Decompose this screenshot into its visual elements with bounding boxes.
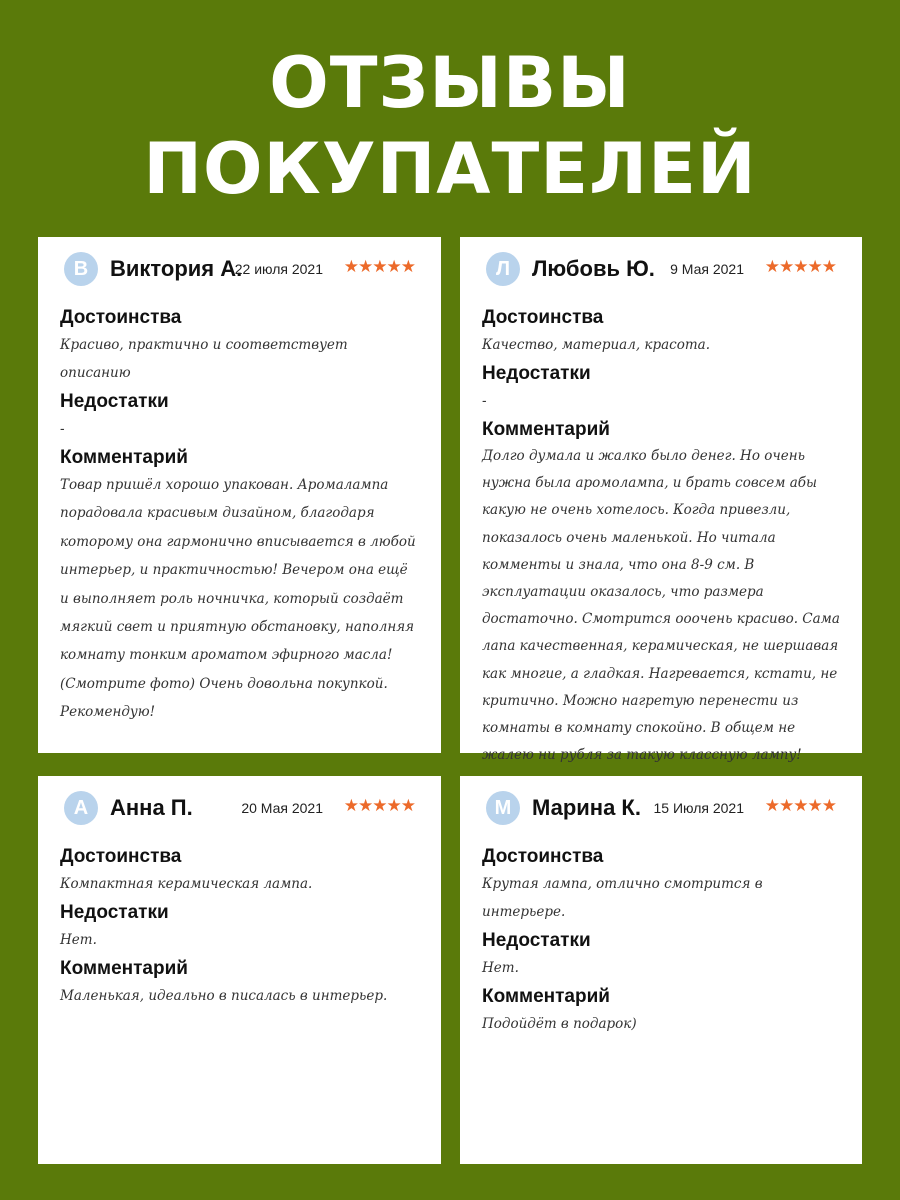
avatar: Л [486, 252, 520, 286]
avatar: А [64, 791, 98, 825]
review-date: 20 Мая 2021 [241, 800, 323, 816]
review-card [38, 776, 441, 1164]
cons-label: Недостатки [482, 930, 591, 951]
review-header [482, 776, 840, 842]
review-header [60, 237, 419, 303]
pros-text: Красиво, практично и соответствует описанию [60, 337, 348, 381]
cons-label: Недостатки [60, 391, 169, 412]
review-header [482, 237, 840, 303]
cons-label: Недостатки [482, 363, 591, 384]
heading-line-2: ПОКУПАТЕЛЕЙ [143, 128, 757, 210]
pros-label: Достоинства [482, 307, 604, 328]
star-rating-icon: ★★★★★ [343, 796, 415, 815]
comment-text: Подойдёт в подарок) [482, 1016, 637, 1032]
review-header [60, 776, 419, 842]
comment-label: Комментарий [482, 419, 610, 440]
comment-text: Маленькая, идеально в писалась в интерьер. [60, 988, 388, 1004]
comment-text: Товар пришёл хорошо упакован. Аромалампа порадовала красивым дизайном, благодаря которому она гармонично вписывается в любой интерьер, и практичностью! Вечером она ещё и выполняет роль ночничка, который создаёт мягкий свет и приятную обстановку, наполняя комнату тонким ароматом эфирного масла! (Смотрите фото) Очень довольна покупкой. Рекомендую! [60, 477, 416, 721]
cons-text: Нет. [482, 960, 519, 976]
review-card [460, 237, 862, 764]
cons-text: Нет. [60, 932, 97, 948]
comment-label: Комментарий [60, 958, 188, 979]
reviewer-name: Марина К. [532, 795, 641, 820]
cons-text: - [60, 421, 65, 437]
pros-text: Крутая лампа, отлично смотрится в интерьере. [482, 876, 763, 920]
cons-label: Недостатки [60, 902, 169, 923]
reviewer-name: Любовь Ю. [532, 256, 655, 281]
pros-label: Достоинства [482, 846, 604, 867]
review-date: 15 Июля 2021 [653, 800, 744, 816]
pros-label: Достоинства [60, 307, 182, 328]
page-heading [0, 40, 900, 212]
pros-label: Достоинства [60, 846, 182, 867]
reviewer-name: Анна П. [110, 795, 193, 820]
review-card [460, 776, 862, 1164]
review-date: 9 Мая 2021 [670, 261, 744, 277]
heading-line-1: ОТЗЫВЫ [269, 42, 631, 124]
avatar: В [64, 252, 98, 286]
pros-text: Компактная керамическая лампа. [60, 876, 313, 892]
comment-label: Комментарий [60, 447, 188, 468]
cons-text: - [482, 393, 487, 409]
star-rating-icon: ★★★★★ [343, 257, 415, 276]
review-date: 22 июля 2021 [234, 261, 323, 277]
comment-label: Комментарий [482, 986, 610, 1007]
star-rating-icon: ★★★★★ [764, 796, 836, 815]
pros-text: Качество, материал, красота. [482, 337, 710, 353]
avatar: М [486, 791, 520, 825]
comment-text: Долго думала и жалко было денег. Но очень нужна была аромолампа, и брать совсем абы какую не очень хотелось. Когда привезли, показалось очень маленькой. Но читала комменты и знала, что она 8-9 см. В эксплуатации оказалось, что размера достаточно. Смотрится ооочень красиво. Сама лапа качественная, керамическая, не шершавая как многие, а гладкая. Нагревается, кстати, не критично. Можно нагретую перенести из комнаты в комнату спокойно. В общем не жалею ни рубля за такую классную лампу! [482, 448, 840, 764]
review-card [38, 237, 441, 753]
reviewer-name: Виктория А. [110, 256, 243, 281]
star-rating-icon: ★★★★★ [764, 257, 836, 276]
